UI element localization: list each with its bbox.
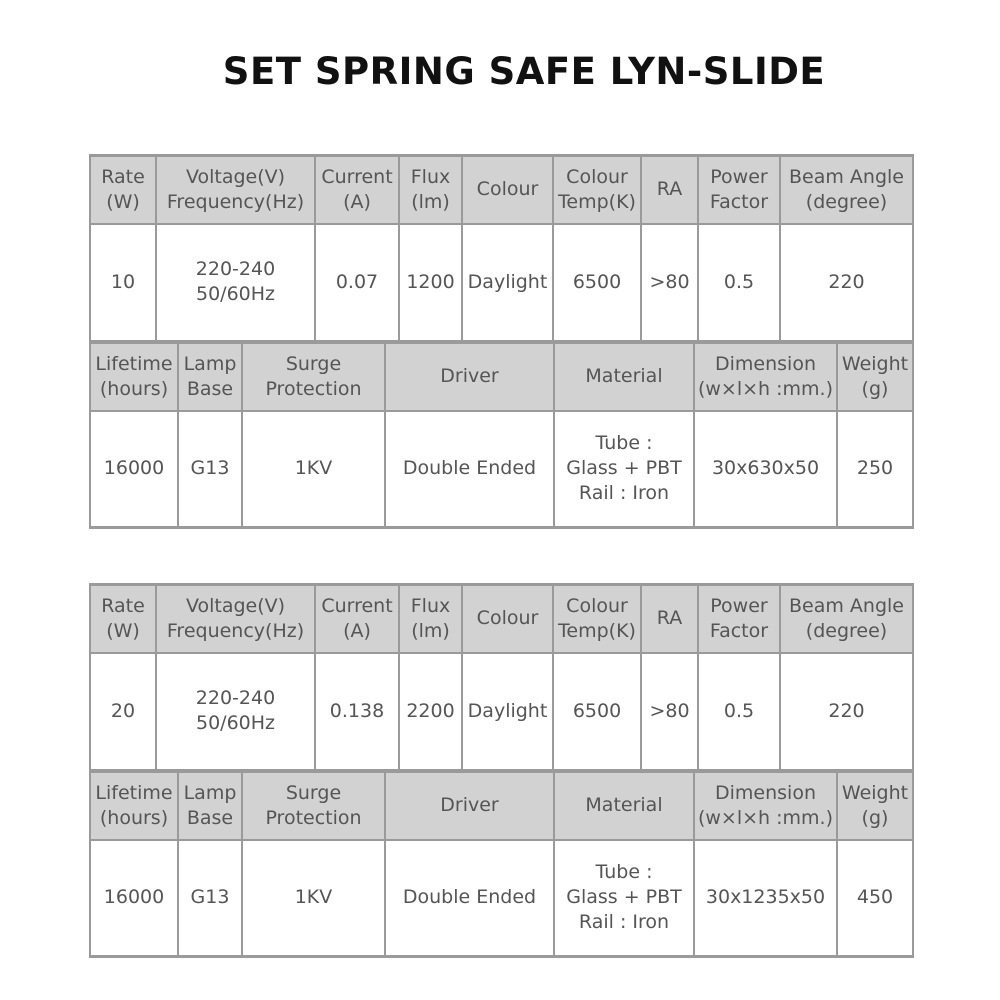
page-title: SET SPRING SAFE LYN-SLIDE	[222, 50, 826, 93]
header-beam-angle: Beam Angle (degree)	[780, 156, 913, 224]
table-row	[90, 224, 913, 341]
cell-colour: Daylight	[462, 653, 553, 770]
header-weight: Weight (g)	[837, 343, 913, 411]
cell-power-factor: 0.5	[698, 224, 780, 341]
cell-weight: 250	[837, 411, 913, 528]
cell-voltage: 220-240 50/60Hz	[156, 224, 315, 341]
cell-colour: Daylight	[462, 224, 553, 341]
cell-weight: 450	[837, 840, 913, 957]
cell-ra: >80	[641, 653, 698, 770]
header-flux: Flux (lm)	[399, 156, 462, 224]
cell-material: Tube : Glass + PBT Rail : Iron	[554, 411, 694, 528]
cell-colour-temp: 6500	[553, 653, 641, 770]
cell-dimension: 30x1235x50	[694, 840, 837, 957]
table-header-row	[90, 585, 913, 653]
header-beam-angle: Beam Angle (degree)	[780, 585, 913, 653]
header-rate: Rate (W)	[90, 585, 156, 653]
header-current: Current (A)	[315, 156, 399, 224]
cell-beam-angle: 220	[780, 224, 913, 341]
cell-lamp-base: G13	[178, 411, 242, 528]
header-dimension: Dimension (w×l×h :mm.)	[694, 343, 837, 411]
cell-rate: 20	[90, 653, 156, 770]
cell-driver: Double Ended	[385, 840, 554, 957]
header-lamp-base: Lamp Base	[178, 343, 242, 411]
table-header-row	[90, 156, 913, 224]
physical-spec-table	[89, 771, 914, 959]
electrical-spec-table	[89, 154, 914, 342]
cell-rate: 10	[90, 224, 156, 341]
header-colour-temp: Colour Temp(K)	[553, 156, 641, 224]
header-current: Current (A)	[315, 585, 399, 653]
header-material: Material	[554, 772, 694, 840]
table-row	[90, 653, 913, 770]
cell-current: 0.138	[315, 653, 399, 770]
spec-block-10w	[89, 154, 912, 529]
cell-flux: 1200	[399, 224, 462, 341]
header-surge-protection: Surge Protection	[242, 343, 385, 411]
header-ra: RA	[641, 156, 698, 224]
header-flux: Flux (lm)	[399, 585, 462, 653]
cell-ra: >80	[641, 224, 698, 341]
header-surge-protection: Surge Protection	[242, 772, 385, 840]
header-ra: RA	[641, 585, 698, 653]
table-row	[90, 840, 913, 957]
header-voltage: Voltage(V) Frequency(Hz)	[156, 585, 315, 653]
cell-beam-angle: 220	[780, 653, 913, 770]
header-material: Material	[554, 343, 694, 411]
header-lifetime: Lifetime (hours)	[90, 772, 178, 840]
cell-material: Tube : Glass + PBT Rail : Iron	[554, 840, 694, 957]
cell-dimension: 30x630x50	[694, 411, 837, 528]
header-driver: Driver	[385, 343, 554, 411]
header-weight: Weight (g)	[837, 772, 913, 840]
table-row	[90, 411, 913, 528]
header-lamp-base: Lamp Base	[178, 772, 242, 840]
header-voltage: Voltage(V) Frequency(Hz)	[156, 156, 315, 224]
physical-spec-table	[89, 342, 914, 530]
cell-current: 0.07	[315, 224, 399, 341]
cell-lifetime: 16000	[90, 411, 178, 528]
header-colour: Colour	[462, 156, 553, 224]
header-lifetime: Lifetime (hours)	[90, 343, 178, 411]
header-driver: Driver	[385, 772, 554, 840]
header-dimension: Dimension (w×l×h :mm.)	[694, 772, 837, 840]
table-header-row	[90, 343, 913, 411]
cell-lifetime: 16000	[90, 840, 178, 957]
header-power-factor: Power Factor	[698, 585, 780, 653]
cell-flux: 2200	[399, 653, 462, 770]
cell-voltage: 220-240 50/60Hz	[156, 653, 315, 770]
electrical-spec-table	[89, 583, 914, 771]
table-header-row	[90, 772, 913, 840]
cell-surge-protection: 1KV	[242, 840, 385, 957]
cell-lamp-base: G13	[178, 840, 242, 957]
cell-colour-temp: 6500	[553, 224, 641, 341]
cell-surge-protection: 1KV	[242, 411, 385, 528]
header-colour-temp: Colour Temp(K)	[553, 585, 641, 653]
cell-driver: Double Ended	[385, 411, 554, 528]
header-power-factor: Power Factor	[698, 156, 780, 224]
header-rate: Rate (W)	[90, 156, 156, 224]
cell-power-factor: 0.5	[698, 653, 780, 770]
spec-block-20w	[89, 583, 912, 958]
header-colour: Colour	[462, 585, 553, 653]
